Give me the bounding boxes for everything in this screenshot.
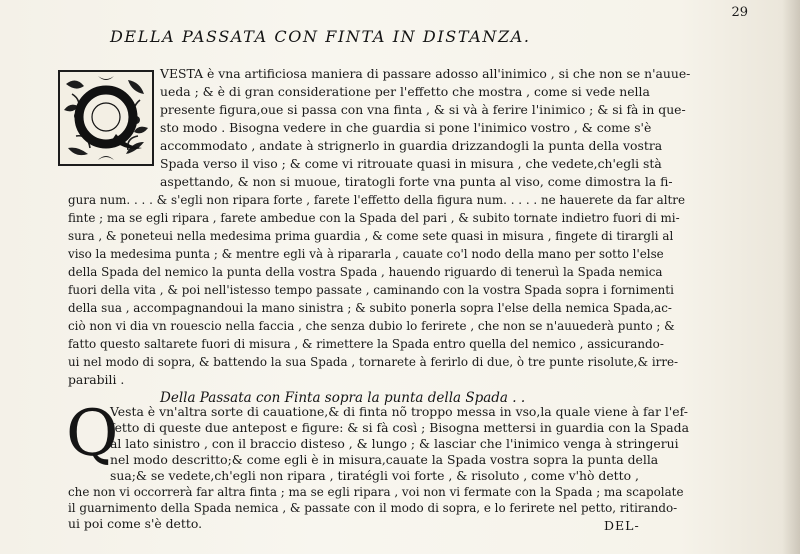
text-line: sura , & poneteui nella medesima prima guardia , & come sete quasi in misura , fingete di tirargli al <box>68 229 674 243</box>
text-line: il guarnimento della Spada nemica , & passate con il modo di sopra, e lo ferirete nel petto, ritirando- <box>68 501 678 515</box>
text-line: viso la medesima punta ; & mentre egli và à ripararla , cauate co'l nodo della mano per sotto l'else <box>68 247 664 261</box>
text-line: ueda ; & è di gran consideratione per l'effetto che mostra , come si vede nella <box>160 84 650 99</box>
text-line: aspettando, & non si muoue, tiratogli forte vna punta al viso, come dimostra la fi- <box>160 174 673 189</box>
text-line: ciò non vi dia vn rouescio nella faccia , che senza dubio lo ferirete , che non se n'auuederà punto ; & <box>68 319 675 333</box>
text-line: della sua , accompagnandoui la mano sinistra ; & subito ponerla sopra l'else della nemica Spada,ac- <box>68 301 672 315</box>
text-line: ui poi come s'è detto. <box>68 516 203 531</box>
text-line: fetto di queste due antepost e figure: & si fà così ; Bisogna mettersi in guardia con la Spada <box>110 420 689 435</box>
text-line: gura num. . . . & s'egli non ripara forte , farete l'effetto della figura num. . . . . ne hauerete da far altre <box>68 193 686 207</box>
text-line: nel modo descritto;& come egli è in misura,cauate la Spada vostra sopra la punta della <box>110 452 659 467</box>
text-line: fatto questo saltarete fuori di misura , & rimettere la Spada entro quella del nemico , assicurando- <box>68 337 664 351</box>
text-line: presente figura,oue si passa con vna finta , & si và à ferire l'inimico ; & si fà in que- <box>160 102 686 117</box>
text-line: Spada verso il viso ; & come vi ritrouate quasi in misura , che vedete,ch'egli stà <box>160 156 662 171</box>
text-line: che non vi occorrerà far altra finta ; ma se egli ripara , voi non vi fermate con la Spada ; ma scapolate <box>68 485 684 499</box>
page-gutter-shadow <box>782 0 800 554</box>
text-line: fuori della vita , & poi nell'istesso tempo passate , caminando con la vostra Spada sopra i fornimenti <box>68 283 674 297</box>
ornamental-dropcap-q-icon <box>58 70 154 166</box>
text-line: al lato sinistro , con il braccio disteso , & lungo ; & lasciar che l'inimico venga à stringerui <box>110 436 679 451</box>
text-line: sua;& se vedete,ch'egli non ripara , tiratégli voi forte , & risoluto , come v'hò detto , <box>110 468 639 483</box>
text-line: finte ; ma se egli ripara , farete ambedue con la Spada del pari , & subito tornate indietro fuori di mi- <box>68 211 680 225</box>
catchword: DEL- <box>604 518 640 533</box>
section-2-dropcap: Q <box>66 397 119 471</box>
text-line: accommodato , andate à strignerlo in guardia drizzandogli la punta della vostra <box>160 138 663 153</box>
page-number: 29 <box>731 5 748 20</box>
section-2-title: Della Passata con Finta sopra la punta della Spada . . <box>160 390 526 406</box>
text-line: ui nel modo di sopra, & battendo la sua Spada , tornarete à ferirlo di due, ò tre punte risolute,& irre- <box>68 355 679 369</box>
text-line: Vesta è vn'altra sorte di cauatione,& di finta nõ troppo messa in vso,la quale viene à far l'ef- <box>110 404 688 419</box>
text-line: parabili . <box>68 372 125 387</box>
text-line: VESTA è vna artificiosa maniera di passare adosso all'inimico , si che non se n'auue- <box>160 66 691 81</box>
text-line: della Spada del nemico la punta della vostra Spada , hauendo riguardo di teneruì la Spada nemica <box>68 265 663 279</box>
chapter-heading: DELLA PASSATA CON FINTA IN DISTANZA. <box>110 27 531 46</box>
text-line: sto modo . Bisogna vedere in che guardia si pone l'inimico vostro , & come s'è <box>160 120 652 135</box>
